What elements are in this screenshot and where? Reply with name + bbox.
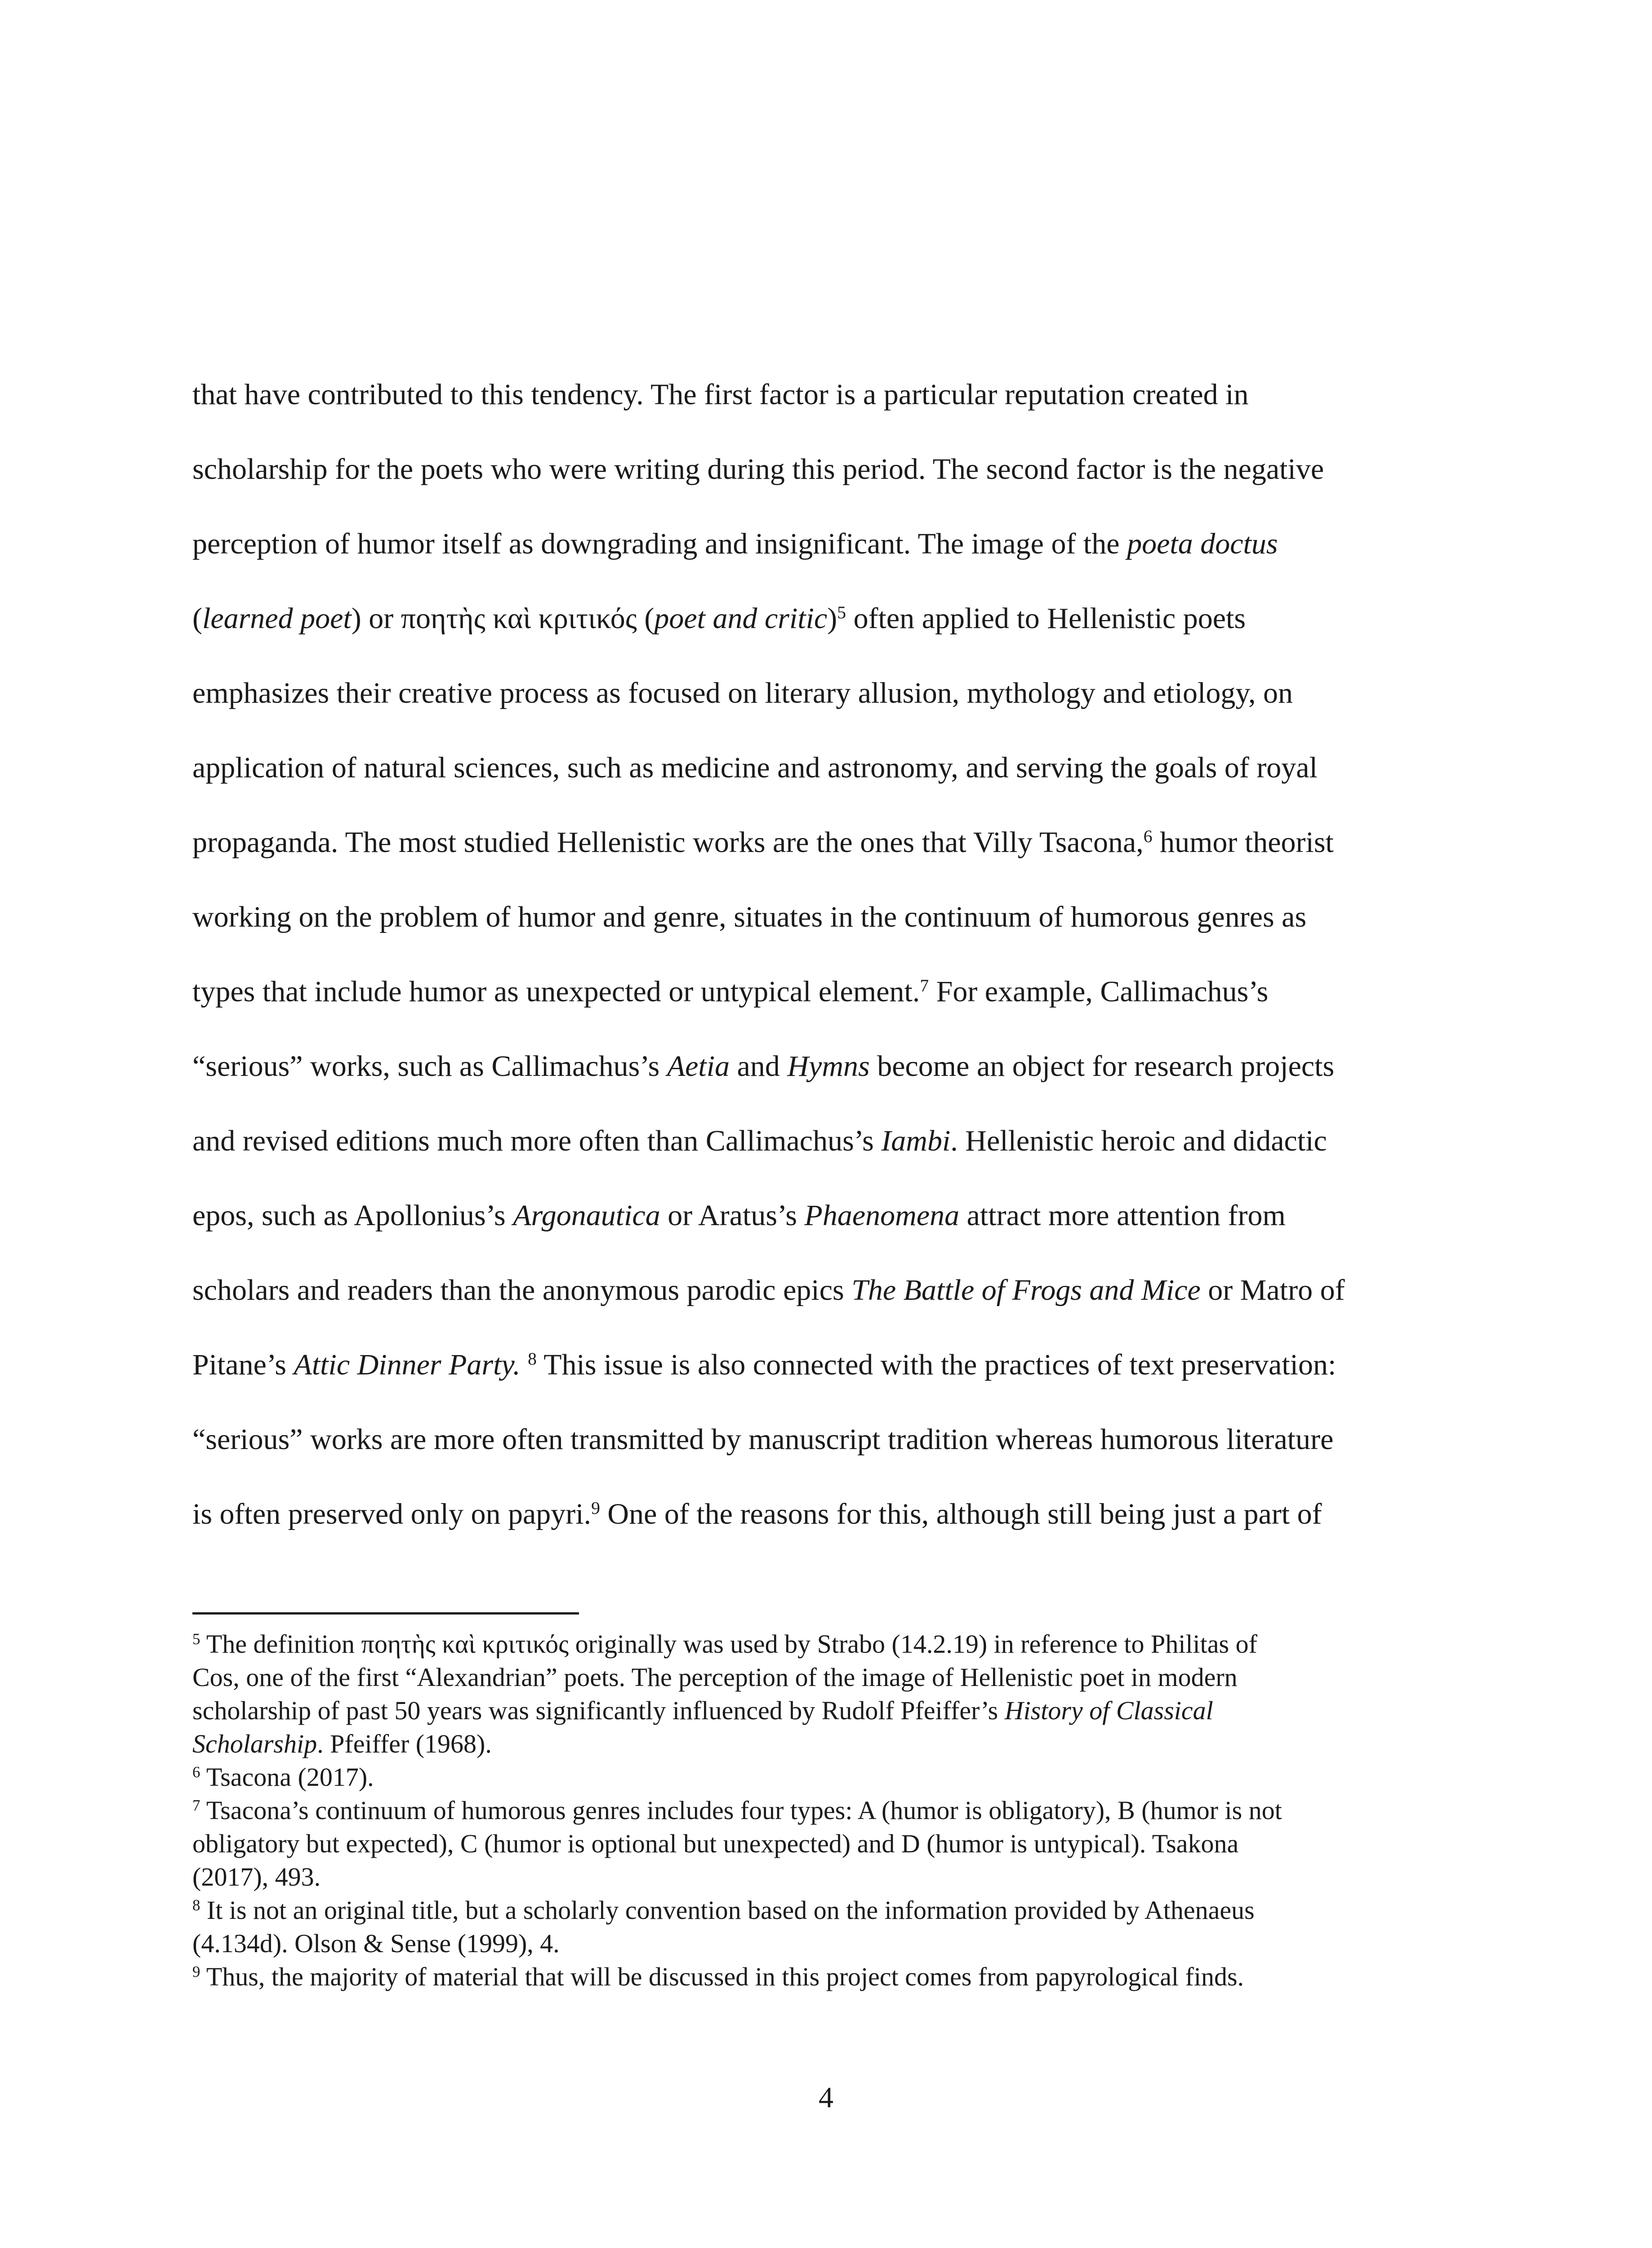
text-run: One of the reasons for this, although still being just a part of bbox=[600, 1498, 1322, 1530]
text-run: perception of humor itself as downgrading and insignificant. The image of the bbox=[192, 527, 1127, 560]
text-run: scholarship for the poets who were writing during this period. The second factor is the negative bbox=[192, 453, 1324, 486]
text-run: scholarship of past 50 years was significantly influenced by Rudolf Pfeiffer’s bbox=[192, 1696, 1005, 1725]
text-run: types that include humor as unexpected or untypical element. bbox=[192, 975, 920, 1008]
italic-title: Hymns bbox=[787, 1050, 870, 1083]
text-line bbox=[192, 955, 1442, 1029]
text-run: (4.134d). Olson & Sense (1999), 4. bbox=[192, 1929, 560, 1958]
italic-title: Attic Dinner Party. bbox=[294, 1348, 521, 1381]
text-run: that have contributed to this tendency. The first factor is a particular reputation created in bbox=[192, 378, 1249, 411]
footnote-line bbox=[192, 1927, 1442, 1960]
footnote-line bbox=[192, 1794, 1442, 1827]
text-run: The definition ποητὴς καὶ κριτικός originally was used by Strabo (14.2.19) in reference to Philitas of bbox=[200, 1629, 1257, 1659]
text-run: Tsacona (2017). bbox=[200, 1762, 374, 1792]
text-line bbox=[192, 581, 1442, 656]
italic-title: Iambi bbox=[881, 1124, 951, 1157]
text-line bbox=[192, 656, 1442, 731]
footnotes-section bbox=[192, 1628, 1442, 1994]
footnote-marker: 9 bbox=[192, 1963, 200, 1980]
text-run: . Pfeiffer (1968). bbox=[317, 1729, 492, 1758]
italic-title: The Battle of Frogs and Mice bbox=[851, 1274, 1201, 1307]
text-run: working on the problem of humor and genre, situates in the continuum of humorous genres as bbox=[192, 901, 1307, 933]
text-run: or Aratus’s bbox=[660, 1199, 805, 1232]
text-run: ( bbox=[192, 602, 202, 635]
text-run: is often preserved only on papyri. bbox=[192, 1498, 592, 1530]
text-line bbox=[192, 1402, 1442, 1477]
text-run bbox=[521, 1348, 528, 1381]
text-run: It is not an original title, but a scholarly convention based on the information provided by Athenaeus bbox=[200, 1896, 1255, 1925]
footnote-marker: 5 bbox=[192, 1630, 200, 1648]
text-run: ) or ποητὴς καὶ κριτικός ( bbox=[351, 602, 655, 635]
text-run: attract more attention from bbox=[959, 1199, 1286, 1232]
text-run: often applied to Hellenistic poets bbox=[846, 602, 1246, 635]
footnote-line bbox=[192, 1661, 1442, 1694]
text-run: and revised editions much more often than Callimachus’s bbox=[192, 1124, 882, 1157]
text-run: Cos, one of the first “Alexandrian” poets. The perception of the image of Hellenistic poet in modern bbox=[192, 1663, 1238, 1692]
footnote-ref-8: 8 bbox=[528, 1349, 537, 1369]
text-run: . Hellenistic heroic and didactic bbox=[950, 1124, 1327, 1157]
text-line bbox=[192, 1029, 1442, 1104]
text-run: become an object for research projects bbox=[869, 1050, 1335, 1083]
text-run: scholars and readers than the anonymous parodic epics bbox=[192, 1274, 852, 1307]
text-run: obligatory but expected), C (humor is optional but unexpected) and D (humor is untypical). Tsakona bbox=[192, 1829, 1239, 1858]
footnote-separator bbox=[192, 1612, 579, 1615]
text-line bbox=[192, 1104, 1442, 1178]
footnote-ref-5: 5 bbox=[837, 602, 846, 623]
footnote-line bbox=[192, 1727, 1442, 1761]
text-run: or Matro of bbox=[1200, 1274, 1345, 1307]
italic-term: learned poet bbox=[202, 602, 352, 635]
text-run: application of natural sciences, such as medicine and astronomy, and serving the goals of royal bbox=[192, 751, 1318, 784]
text-line bbox=[192, 1328, 1442, 1402]
text-run: humor theorist bbox=[1152, 826, 1334, 859]
footnote-ref-7: 7 bbox=[920, 976, 929, 996]
text-line bbox=[192, 1253, 1442, 1328]
text-run: propaganda. The most studied Hellenistic works are the ones that Villy Tsacona, bbox=[192, 826, 1144, 859]
footnote-line bbox=[192, 1827, 1442, 1860]
text-run: Tsacona’s continuum of humorous genres includes four types: A (humor is obligatory), B (humor is not bbox=[200, 1796, 1282, 1825]
text-line bbox=[192, 1477, 1442, 1552]
footnote-marker: 7 bbox=[192, 1796, 200, 1814]
footnote-marker: 8 bbox=[192, 1896, 200, 1914]
text-line bbox=[192, 357, 1442, 432]
italic-title: History of Classical bbox=[1004, 1696, 1213, 1725]
footnote-line bbox=[192, 1860, 1442, 1894]
italic-title: Argonautica bbox=[513, 1199, 660, 1232]
text-line bbox=[192, 805, 1442, 880]
text-run: epos, such as Apollonius’s bbox=[192, 1199, 513, 1232]
footnote-marker: 6 bbox=[192, 1763, 200, 1781]
text-run: This issue is also connected with the practices of text preservation: bbox=[536, 1348, 1336, 1381]
text-run: ) bbox=[827, 602, 837, 635]
footnote-line bbox=[192, 1761, 1442, 1794]
text-run: Pitane’s bbox=[192, 1348, 294, 1381]
text-run: Thus, the majority of material that will be discussed in this project comes from papyrological finds. bbox=[200, 1962, 1244, 1991]
text-line bbox=[192, 880, 1442, 955]
footnote-line bbox=[192, 1894, 1442, 1927]
footnote-line bbox=[192, 1694, 1442, 1727]
text-line bbox=[192, 432, 1442, 507]
text-run: and bbox=[730, 1050, 788, 1083]
italic-term: poeta doctus bbox=[1127, 527, 1278, 560]
italic-term: poet and critic bbox=[654, 602, 828, 635]
text-run: emphasizes their creative process as focused on literary allusion, mythology and etiology, on bbox=[192, 677, 1293, 709]
text-run: “serious” works are more often transmitted by manuscript tradition whereas humorous literature bbox=[192, 1423, 1334, 1456]
footnote-ref-6: 6 bbox=[1143, 826, 1153, 847]
body-paragraph bbox=[192, 357, 1442, 1552]
footnote-line bbox=[192, 1628, 1442, 1661]
text-run: “serious” works, such as Callimachus’s bbox=[192, 1050, 667, 1083]
italic-title: Scholarship bbox=[192, 1729, 317, 1758]
text-run: For example, Callimachus’s bbox=[929, 975, 1269, 1008]
page-number: 4 bbox=[819, 2081, 833, 2114]
footnote-ref-9: 9 bbox=[591, 1498, 600, 1518]
footnote-line bbox=[192, 1960, 1442, 1994]
text-run: (2017), 493. bbox=[192, 1862, 321, 1891]
italic-title: Phaenomena bbox=[804, 1199, 960, 1232]
text-line bbox=[192, 507, 1442, 581]
text-line bbox=[192, 731, 1442, 805]
italic-title: Aetia bbox=[667, 1050, 730, 1083]
text-line bbox=[192, 1178, 1442, 1253]
